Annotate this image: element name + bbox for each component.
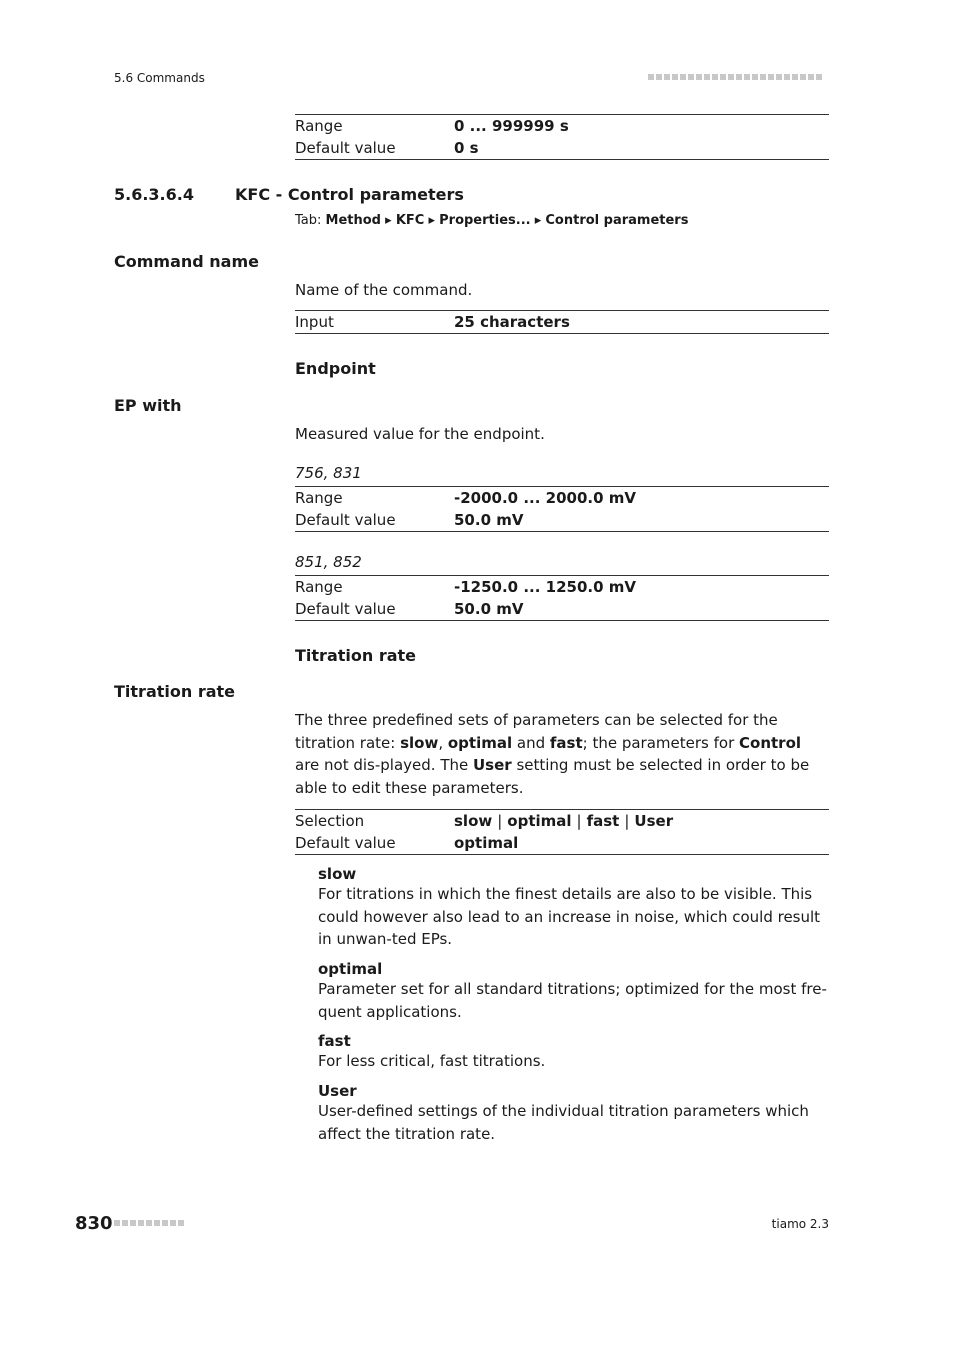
- arrow-right-icon: ▸: [385, 213, 392, 228]
- running-header-section: 5.6 Commands: [114, 71, 205, 85]
- titration-rate-desc: The three predefined sets of parameters can be selected for the titration rate: slow, optimal and fast; the parameters for Control are not dis-played. The User setting must be selected in order to be able to edit these parameters.: [295, 711, 810, 797]
- command-name-desc: Name of the command.: [295, 281, 473, 299]
- header-decoration: [648, 74, 822, 80]
- page-number: 830: [75, 1213, 113, 1234]
- ep-with-desc: Measured value for the endpoint.: [295, 425, 545, 443]
- titration-rate-label: Titration rate: [114, 682, 236, 701]
- table-row: Range -2000.0 ... 2000.0 mV: [295, 489, 636, 507]
- tab-path: Tab: Method ▸ KFC ▸ Properties... ▸ Control parameters: [295, 213, 689, 228]
- option-fast: fast For less critical, fast titrations.: [318, 1032, 546, 1070]
- option-user: User User-defined settings of the individual titration parameters which affect the titration rate.: [318, 1082, 809, 1143]
- section-title: KFC - Control parameters: [235, 185, 464, 204]
- table-row: Input 25 characters: [295, 313, 570, 331]
- ep-with-label: EP with: [114, 396, 182, 415]
- ep-table-756-831: [295, 486, 829, 532]
- table-row: Range 0 ... 999999 s: [295, 117, 569, 135]
- command-name-label: Command name: [114, 252, 259, 271]
- table-row: Range -1250.0 ... 1250.0 mV: [295, 578, 636, 596]
- table-row: Default value optimal: [295, 834, 519, 852]
- titration-rate-table: [295, 809, 829, 855]
- device-group-label: 756, 831: [295, 464, 362, 482]
- product-name: tiamo 2.3: [771, 1217, 829, 1231]
- section-number: 5.6.3.6.4: [114, 185, 194, 204]
- ep-table-851-852: [295, 575, 829, 621]
- option-slow: slow For titrations in which the finest details are also to be visible. This could however also lead to an increase in noise, which could result in unwan-ted EPs.: [318, 865, 821, 948]
- table-row: Selection slow | optimal | fast | User: [295, 812, 674, 830]
- table-row: Default value 50.0 mV: [295, 600, 524, 618]
- table-row: Default value 0 s: [295, 139, 479, 157]
- top-parameter-table: [295, 114, 829, 160]
- arrow-right-icon: ▸: [428, 213, 435, 228]
- command-name-table: [295, 310, 829, 334]
- table-row: Default value 50.0 mV: [295, 511, 524, 529]
- endpoint-heading: Endpoint: [295, 359, 376, 378]
- arrow-right-icon: ▸: [534, 213, 542, 228]
- titration-rate-heading: Titration rate: [295, 646, 417, 665]
- footer-decoration: [114, 1220, 184, 1226]
- device-group-label: 851, 852: [295, 553, 362, 571]
- option-optimal: optimal Parameter set for all standard titrations; optimized for the most fre-quent applications.: [318, 960, 827, 1021]
